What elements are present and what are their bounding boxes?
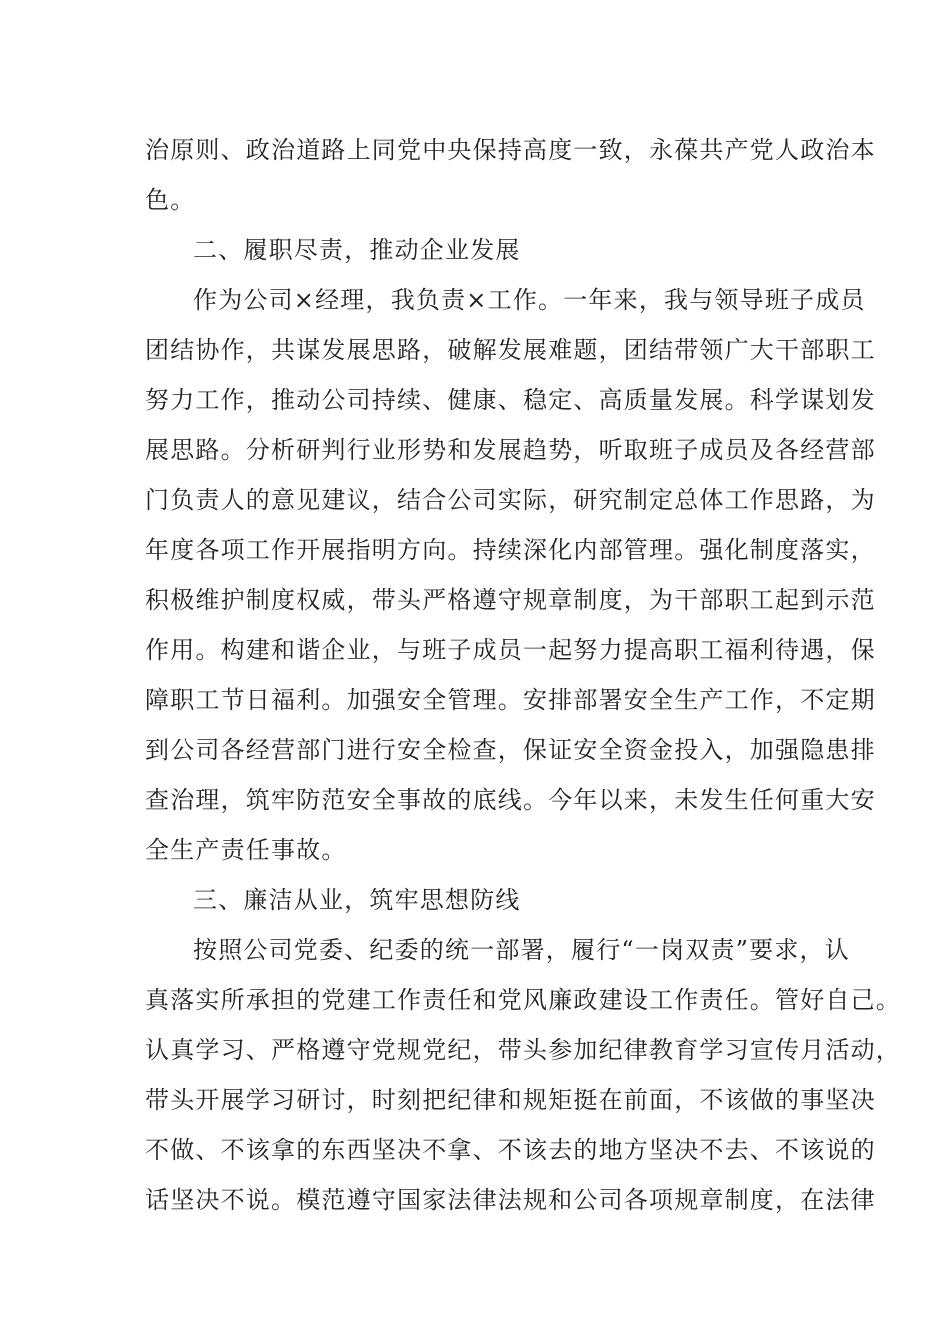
text-line: 积极维护制度权威，带头严格遵守规章制度，为干部职工起到示范 [145, 586, 876, 614]
text-line: 到公司各经营部门进行安全检查，保证安全资金投入，加强隐患排 [145, 736, 876, 764]
text-line: 查治理，筑牢防范安全事故的底线。今年以来，未发生任何重大安 [145, 786, 876, 814]
text-line: 门负责人的意见建议，结合公司实际，研究制定总体工作思路，为 [145, 486, 876, 514]
text-line: 全生产责任事故。 [145, 836, 347, 864]
text-line: 展思路。分析研判行业形势和发展趋势，听取班子成员及各经营部 [145, 436, 876, 464]
text-line: 作用。构建和谐企业，与班子成员一起努力提高职工福利待遇，保 [145, 636, 876, 664]
text-line: 认真学习、严格遵守党规党纪，带头参加纪律教育学习宣传月活动， [145, 1036, 901, 1064]
text-line: 障职工节日福利。加强安全管理。安排部署安全生产工作，不定期 [145, 686, 876, 714]
section-heading: 二、履职尽责，推动企业发展 [193, 236, 521, 264]
text-line: 按照公司党委、纪委的统一部署，履行“一岗双责”要求，认 [193, 936, 850, 964]
text-line: 真落实所承担的党建工作责任和党风廉政建设工作责任。管好自己。 [145, 986, 901, 1014]
text-line: 努力工作，推动公司持续、健康、稳定、高质量发展。科学谋划发 [145, 386, 876, 414]
text-line: 色。 [145, 186, 196, 214]
text-line: 带头开展学习研讨，时刻把纪律和规矩挺在前面，不该做的事坚决 [145, 1086, 876, 1114]
text-line: 年度各项工作开展指明方向。持续深化内部管理。强化制度落实， [145, 536, 876, 564]
text-line: 治原则、政治道路上同党中央保持高度一致，永葆共产党人政治本 [145, 136, 876, 164]
text-line: 团结协作，共谋发展思路，破解发展难题，团结带领广大干部职工 [145, 336, 876, 364]
section-heading: 三、廉洁从业，筑牢思想防线 [193, 886, 521, 914]
text-line: 话坚决不说。模范遵守国家法律法规和公司各项规章制度，在法律 [145, 1186, 876, 1214]
text-line: 作为公司×经理，我负责×工作。一年来，我与领导班子成员 [193, 286, 866, 314]
text-line: 不做、不该拿的东西坚决不拿、不该去的地方坚决不去、不该说的 [145, 1136, 876, 1164]
